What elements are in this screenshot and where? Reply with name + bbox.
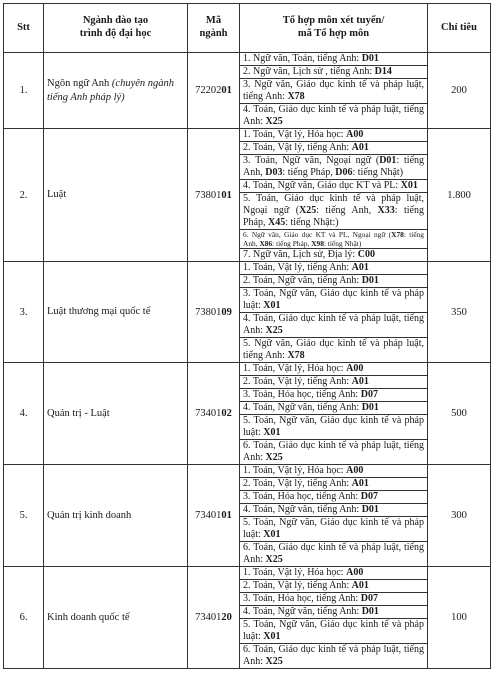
- quota: 350: [428, 262, 491, 363]
- combo-code: X01: [263, 631, 281, 642]
- combo-code: D01: [361, 504, 379, 515]
- program-row: [4, 129, 491, 262]
- program-code-base: 73401: [195, 510, 222, 521]
- combo-code: D07: [360, 389, 378, 400]
- combo-text: 5. Toán, Giáo dục kinh tế và pháp luật, Ngoại ngữ (X25: tiếng Anh, X33: tiếng Pháp, X45: tiếng Nhật:): [243, 193, 424, 228]
- subject-combos: [240, 53, 428, 129]
- subject-combo: [240, 440, 427, 464]
- combo-text: 1. Toán, Vật lý, Hóa học:: [243, 567, 347, 578]
- header-code: Mã ngành: [188, 4, 240, 53]
- combo-code: X25: [265, 452, 283, 463]
- program-code-suffix: 01: [221, 510, 232, 521]
- subject-combo: [240, 104, 427, 128]
- subject-combo: [240, 517, 427, 542]
- combo-code: X01: [263, 427, 281, 438]
- quota: 1.800: [428, 129, 491, 262]
- program-code-suffix: 09: [221, 306, 232, 318]
- subject-combo: [240, 193, 427, 230]
- program-code: [188, 129, 240, 262]
- combo-text: 1. Toán, Vật lý, Hóa học:: [243, 363, 347, 374]
- program-row: [4, 363, 491, 465]
- program-code: [188, 465, 240, 567]
- program-code-base: 73801: [195, 189, 222, 201]
- subject-combo: [240, 606, 427, 619]
- combo-code: D07: [360, 491, 378, 502]
- combo-text: 2. Toán, Vật lý, tiếng Anh:: [243, 478, 352, 489]
- combo-text: 4. Toán, Ngữ văn, Giáo dục KT và PL:: [243, 180, 401, 191]
- subject-combo: [240, 465, 427, 478]
- subject-combo: [240, 230, 427, 249]
- program-name-text: Ngôn ngữ Anh: [47, 77, 110, 89]
- combo-text: 6. Toán, Giáo dục kinh tế và pháp luật, tiếng Anh:: [243, 440, 424, 463]
- combo-text: 2. Ngữ văn, Lịch sử , tiếng Anh:: [243, 66, 375, 77]
- subject-combo: [240, 542, 427, 566]
- program-code-base: 73401: [195, 612, 222, 623]
- combo-code: X25: [265, 325, 283, 336]
- program-name: [44, 567, 188, 669]
- combo-text: 2. Toán, Vật lý, tiếng Anh:: [243, 142, 352, 153]
- subject-combo: [240, 66, 427, 79]
- combo-text: 3. Toán, Ngữ văn, Ngoại ngữ (D01: tiếng Anh, D03: tiếng Pháp, D06: tiếng Nhật): [243, 155, 425, 178]
- subject-combo: [240, 580, 427, 593]
- subject-combo: [240, 142, 427, 155]
- subject-combo: [240, 275, 427, 288]
- subject-combo: [240, 363, 427, 376]
- row-number: 3.: [4, 262, 44, 363]
- combo-text: 1. Toán, Vật lý, Hóa học:: [243, 129, 347, 140]
- program-name-text: Luật: [47, 189, 67, 201]
- combo-text: 3. Toán, Ngữ văn, Giáo dục kinh tế và pháp luật:: [243, 288, 424, 311]
- combo-code: A01: [351, 376, 369, 387]
- subject-combo: [240, 415, 427, 440]
- combo-code: D01: [361, 53, 379, 64]
- header-subject-combos: Tổ hợp môn xét tuyển/ mã Tổ hợp môn: [240, 4, 428, 53]
- combo-code: X01: [263, 300, 281, 311]
- quota: 100: [428, 567, 491, 669]
- subject-combo: [240, 619, 427, 644]
- program-code: [188, 567, 240, 669]
- combo-code: A01: [351, 478, 369, 489]
- combo-code: D01: [361, 402, 379, 413]
- combo-text: 4. Toán, Giáo dục kinh tế và pháp luật, tiếng Anh:: [243, 104, 424, 127]
- combo-code: A01: [351, 580, 369, 591]
- row-number: 1.: [4, 53, 44, 129]
- program-code: [188, 53, 240, 129]
- combo-code: A01: [351, 262, 369, 273]
- program-name: [44, 363, 188, 465]
- combo-text: 6. Toán, Giáo dục kinh tế và pháp luật, tiếng Anh:: [243, 542, 424, 565]
- combo-text: 3. Toán, Hóa học, tiếng Anh:: [243, 389, 361, 400]
- subject-combo: [240, 79, 427, 104]
- combo-text: 7. Ngữ văn, Lịch sử, Địa lý:: [243, 249, 358, 260]
- combo-code: D01: [361, 606, 379, 617]
- quota: 300: [428, 465, 491, 567]
- subject-combo: [240, 129, 427, 142]
- subject-combos: [240, 129, 428, 262]
- subject-combo: [240, 491, 427, 504]
- program-name: [44, 129, 188, 262]
- header-program: Ngành đào tạo trình độ đại học: [44, 4, 188, 53]
- subject-combo: [240, 402, 427, 415]
- program-row: [4, 53, 491, 129]
- subject-combo: [240, 593, 427, 606]
- program-row: [4, 262, 491, 363]
- subject-combo: [240, 249, 427, 261]
- program-name-text: Quản trị - Luật: [47, 407, 110, 419]
- combo-text: 2. Toán, Ngữ văn, tiếng Anh:: [243, 275, 362, 286]
- combo-code: C00: [357, 249, 375, 260]
- combo-text: 4. Toán, Giáo dục kinh tế và pháp luật, tiếng Anh:: [243, 313, 424, 336]
- subject-combo: [240, 567, 427, 580]
- program-name-text: Kinh doanh quốc tế: [47, 611, 130, 623]
- subject-combo: [240, 180, 427, 193]
- program-row: [4, 465, 491, 567]
- program-name: [44, 465, 188, 567]
- combo-code: A00: [346, 363, 364, 374]
- combo-text: 5. Toán, Ngữ văn, Giáo dục kinh tế và pháp luật:: [243, 517, 424, 540]
- combo-text: 5. Toán, Ngữ văn, Giáo dục kinh tế và pháp luật:: [243, 415, 424, 438]
- combo-text: 2. Toán, Vật lý, tiếng Anh:: [243, 580, 352, 591]
- subject-combo: [240, 288, 427, 313]
- combo-code: D01: [361, 275, 379, 286]
- header-row: [4, 4, 491, 53]
- combo-code: X78: [287, 91, 305, 102]
- combo-code: D07: [360, 593, 378, 604]
- subject-combo: [240, 53, 427, 66]
- program-name-text: Quản trị kinh doanh: [47, 509, 132, 521]
- subject-combo: [240, 376, 427, 389]
- combo-code: X25: [265, 116, 283, 127]
- program-code: [188, 262, 240, 363]
- subject-combo: [240, 644, 427, 668]
- combo-text: 4. Toán, Ngữ văn, tiếng Anh:: [243, 606, 362, 617]
- subject-combos: [240, 465, 428, 567]
- subject-combos: [240, 262, 428, 363]
- combo-text: 4. Toán, Ngữ văn, tiếng Anh:: [243, 402, 362, 413]
- row-number: 2.: [4, 129, 44, 262]
- quota: 200: [428, 53, 491, 129]
- subject-combo: [240, 262, 427, 275]
- program-code-suffix: 01: [221, 85, 232, 96]
- program-code-suffix: 20: [221, 612, 232, 623]
- program-code-base: 72202: [195, 85, 222, 96]
- combo-code: A01: [351, 142, 369, 153]
- combo-text: 5. Toán, Ngữ văn, Giáo dục kinh tế và pháp luật:: [243, 619, 424, 642]
- combo-code: A00: [346, 129, 364, 140]
- program-code-suffix: 01: [221, 189, 232, 201]
- row-number: 6.: [4, 567, 44, 669]
- combo-code: A00: [346, 465, 364, 476]
- admission-table: [3, 3, 491, 669]
- subject-combo: [240, 389, 427, 402]
- combo-code: A00: [346, 567, 364, 578]
- row-number: 5.: [4, 465, 44, 567]
- subject-combo: [240, 478, 427, 491]
- combo-text: 6. Toán, Giáo dục kinh tế và pháp luật, tiếng Anh:: [243, 644, 424, 667]
- combo-code: X25: [265, 656, 283, 667]
- program-code-base: 73801: [195, 306, 222, 318]
- combo-code: X01: [400, 180, 418, 191]
- combo-text: 3. Toán, Hóa học, tiếng Anh:: [243, 491, 361, 502]
- program-code-suffix: 02: [221, 408, 232, 419]
- combo-text: 6. Ngữ văn, Giáo dục KT và PL, Ngoại ngữ (X78: tiếng Anh, X86: tiếng Pháp, X98: tiếng Nhật): [243, 230, 424, 248]
- subject-combo: [240, 504, 427, 517]
- subject-combo: [240, 313, 427, 338]
- program-name-text: Luật thương mại quốc tế: [47, 306, 151, 318]
- header-quota: Chỉ tiêu: [428, 4, 491, 53]
- subject-combo: [240, 155, 427, 180]
- program-row: [4, 567, 491, 669]
- program-name: [44, 262, 188, 363]
- header-stt: Stt: [4, 4, 44, 53]
- combo-text: 3. Ngữ văn, Giáo dục kinh tế và pháp luật, tiếng Anh:: [243, 79, 424, 102]
- subject-combos: [240, 567, 428, 669]
- combo-code: X01: [263, 529, 281, 540]
- combo-text: 1. Toán, Vật lý, tiếng Anh:: [243, 262, 352, 273]
- combo-text: 3. Toán, Hóa học, tiếng Anh:: [243, 593, 361, 604]
- combo-text: 5. Ngữ văn, Giáo dục kinh tế và pháp luật, tiếng Anh:: [243, 338, 424, 361]
- combo-text: 1. Ngữ văn, Toán, tiếng Anh:: [243, 53, 362, 64]
- program-note: (chuyên ngành tiếng Anh pháp lý): [47, 77, 175, 103]
- program-code: [188, 363, 240, 465]
- combo-code: D14: [374, 66, 392, 77]
- combo-text: 2. Toán, Vật lý, tiếng Anh:: [243, 376, 352, 387]
- row-number: 4.: [4, 363, 44, 465]
- subject-combo: [240, 338, 427, 362]
- subject-combos: [240, 363, 428, 465]
- program-name: [44, 53, 188, 129]
- combo-code: X78: [287, 350, 305, 361]
- program-code-base: 73401: [195, 408, 222, 419]
- combo-text: 1. Toán, Vật lý, Hóa học:: [243, 465, 347, 476]
- combo-text: 4. Toán, Ngữ văn, tiếng Anh:: [243, 504, 362, 515]
- combo-code: X25: [265, 554, 283, 565]
- quota: 500: [428, 363, 491, 465]
